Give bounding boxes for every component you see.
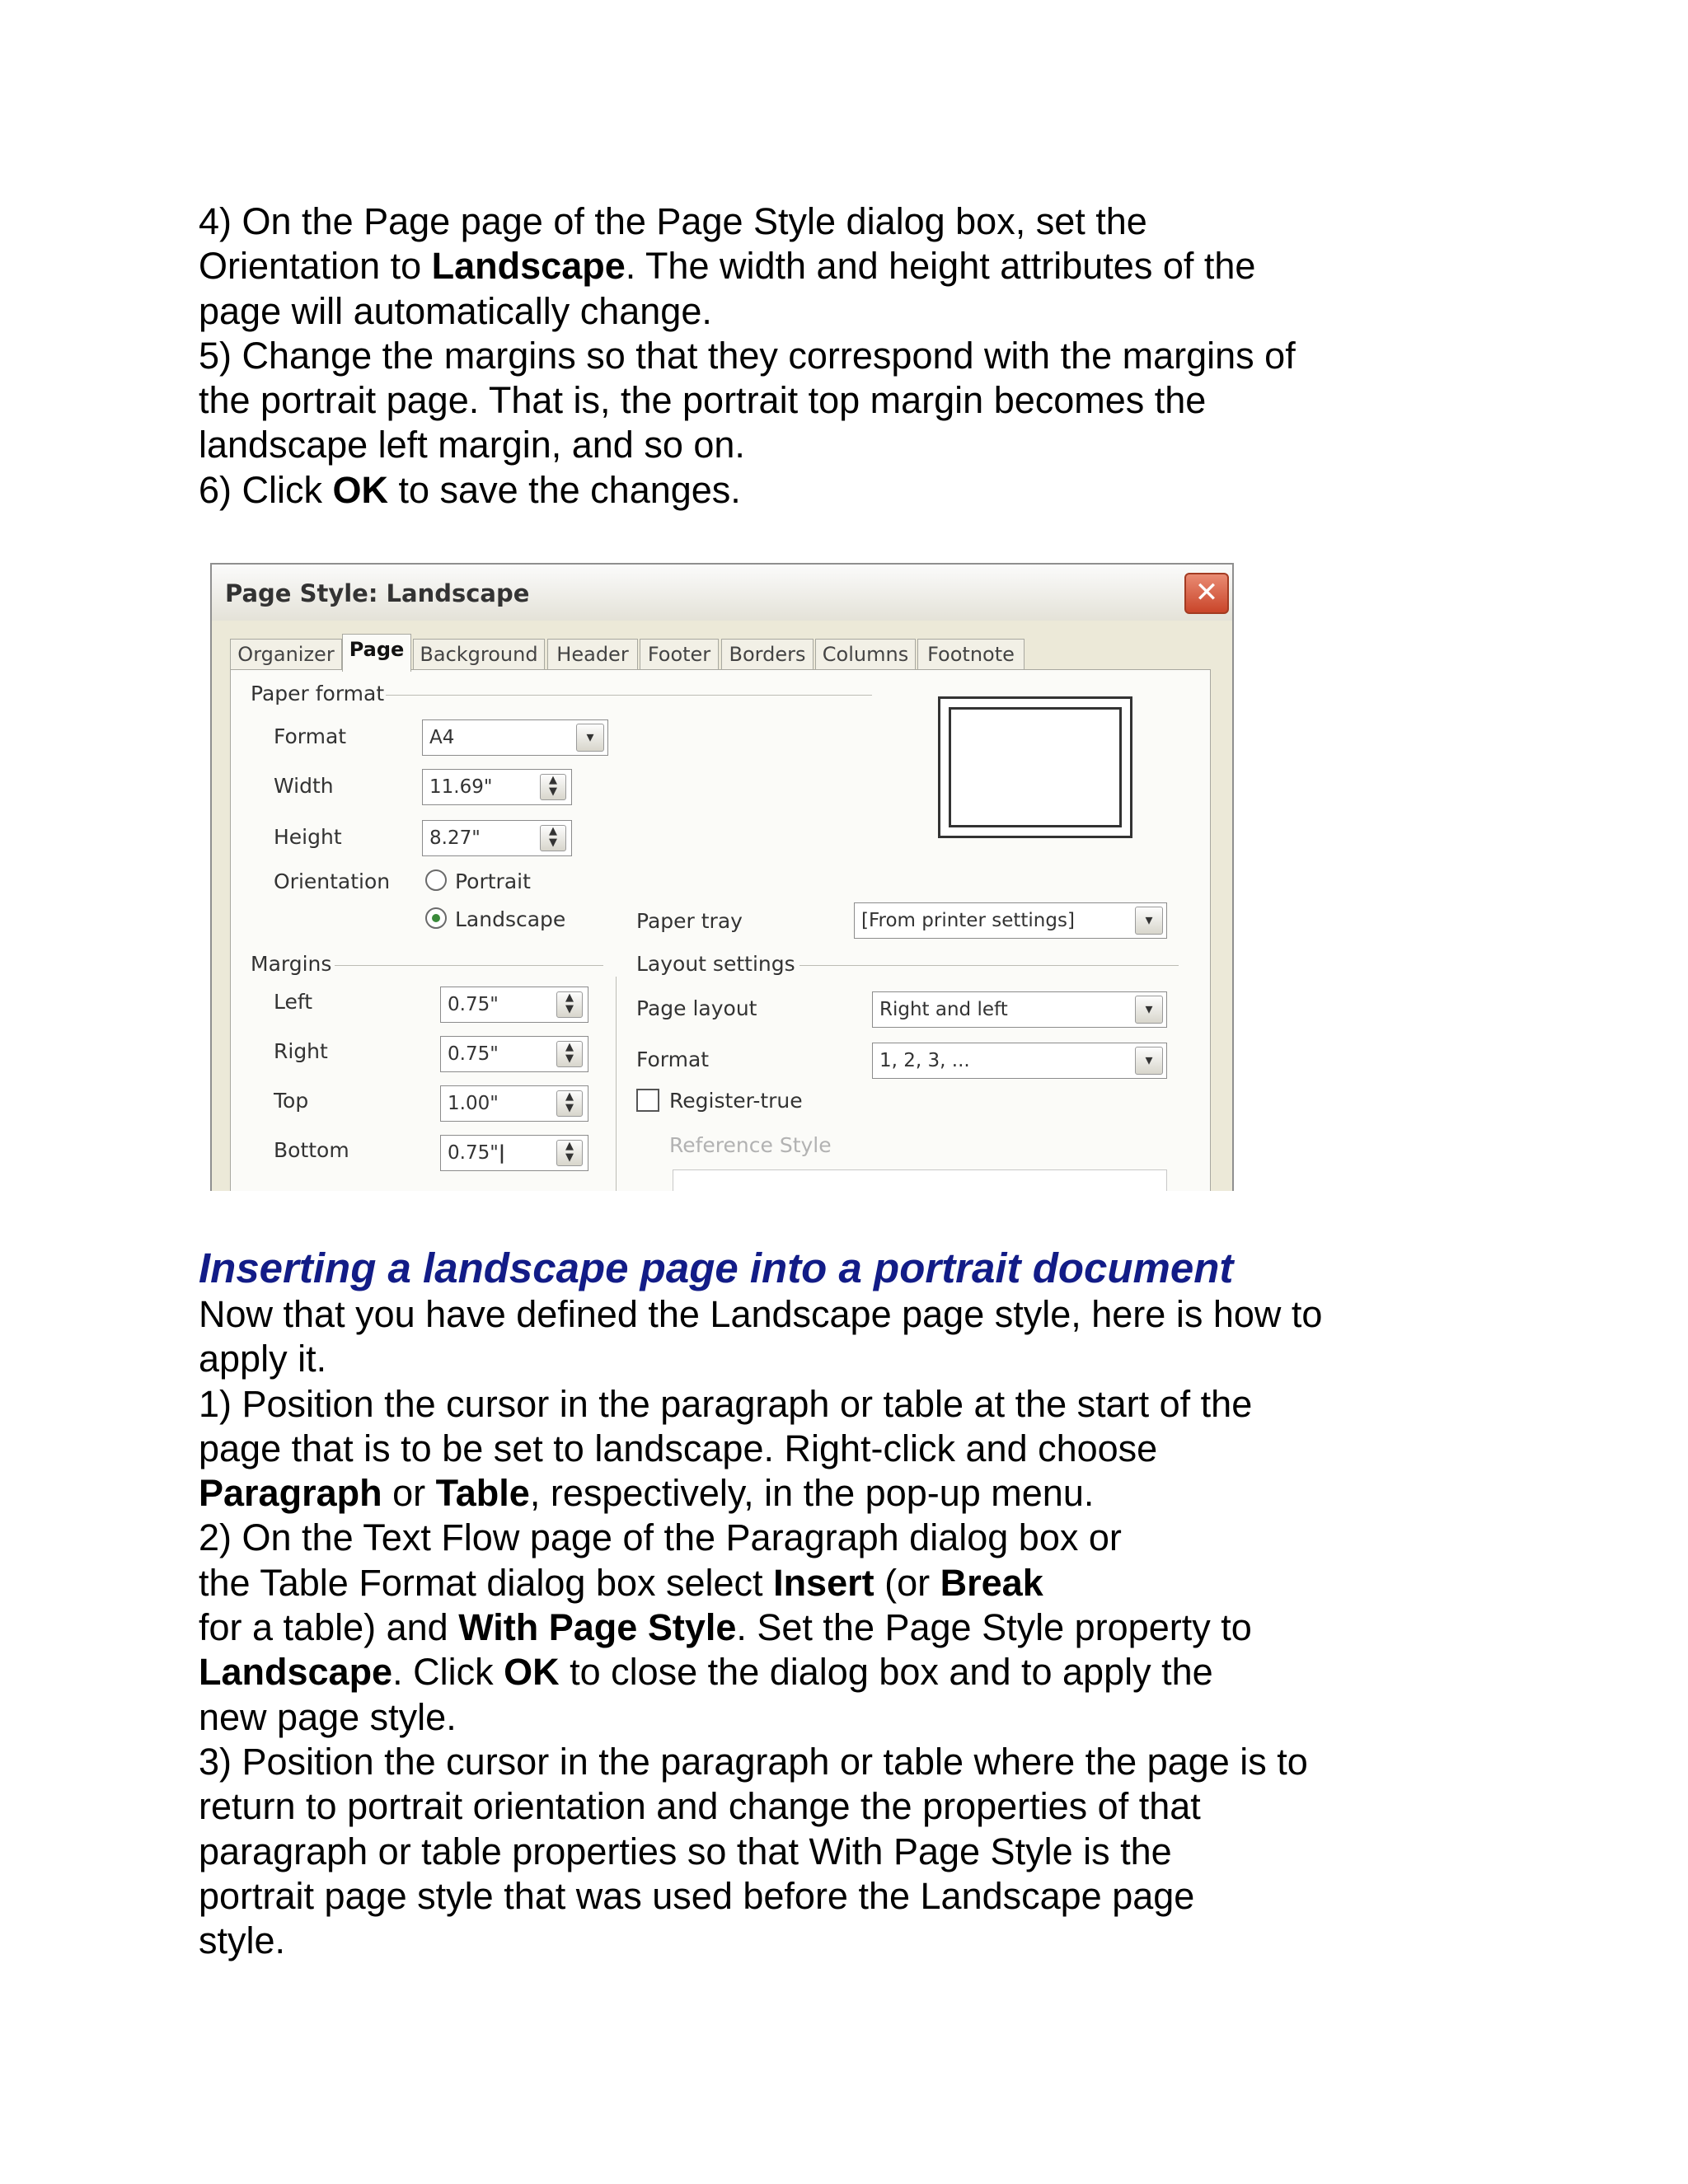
height-value: 8.27"	[429, 827, 481, 849]
page-preview-margins	[949, 707, 1122, 827]
layout-settings-heading: Layout settings	[636, 952, 795, 976]
format-select[interactable]	[422, 719, 608, 756]
spin-arrows-icon[interactable]: ▲ ▼	[556, 1140, 583, 1166]
page-tab-panel	[230, 669, 1211, 1191]
text-run: for a table) and	[199, 1606, 459, 1649]
text-line	[199, 1919, 1435, 1963]
register-true-checkbox[interactable]	[636, 1089, 659, 1112]
text-line	[199, 378, 1435, 423]
width-label: Width	[274, 774, 334, 798]
left-label: Left	[274, 990, 313, 1014]
numbering-format-value: 1, 2, 3, ...	[879, 1050, 970, 1071]
bold-run: OK	[504, 1651, 560, 1694]
text-line	[199, 289, 1435, 334]
landscape-label: Landscape	[455, 907, 566, 931]
text-line	[199, 1695, 1435, 1740]
bold-run: Break	[940, 1561, 1043, 1604]
page-style-dialog	[210, 563, 1234, 1191]
bold-run: Landscape	[199, 1651, 393, 1694]
text-run: portrait page style that was used before the Landscape page	[199, 1874, 1195, 1917]
chevron-down-icon[interactable]: ▾	[576, 724, 604, 752]
bold-run: With Page Style	[458, 1606, 737, 1649]
text-line	[199, 468, 1435, 513]
dialog-titlebar	[212, 565, 1232, 621]
dialog-title: Page Style: Landscape	[225, 579, 530, 607]
page-preview	[938, 696, 1132, 838]
text-run: 4) On the Page page of the Page Style dialog box, set the	[199, 200, 1147, 242]
register-true-label: Register-true	[669, 1089, 803, 1113]
tab-background[interactable]: Background	[413, 639, 545, 670]
numbering-format-select[interactable]	[872, 1043, 1167, 1079]
bold-run: Paragraph	[199, 1472, 382, 1515]
bottom-label: Bottom	[274, 1138, 349, 1162]
tab-page[interactable]: Page	[342, 634, 411, 672]
text-run: the portrait page. That is, the portrait top margin becomes the	[199, 379, 1207, 422]
text-run: apply it.	[199, 1338, 327, 1380]
text-run: . Click	[392, 1651, 504, 1694]
text-run: 3) Position the cursor in the paragraph or table where the page is to	[199, 1740, 1308, 1783]
tab-header[interactable]: Header	[547, 639, 638, 670]
page-layout-label: Page layout	[636, 996, 757, 1020]
text-line	[199, 1292, 1435, 1337]
tab-footnote[interactable]: Footnote	[917, 639, 1025, 670]
text-line	[199, 1471, 1435, 1516]
reference-style-label: Reference Style	[669, 1133, 832, 1157]
text-line	[199, 334, 1435, 378]
orientation-label: Orientation	[274, 869, 391, 893]
bold-run: Landscape	[431, 245, 626, 288]
tab-organizer[interactable]: Organizer	[230, 639, 342, 670]
top-label: Top	[274, 1089, 309, 1113]
close-button[interactable]	[1184, 573, 1229, 614]
portrait-radio[interactable]	[425, 869, 447, 891]
bottom-margin-field[interactable]	[440, 1135, 588, 1171]
format-value: A4	[429, 727, 455, 748]
text-run: . Set the Page Style property to	[736, 1606, 1252, 1649]
text-run: page that is to be set to landscape. Right-click and choose	[199, 1427, 1158, 1469]
text-line	[199, 1784, 1435, 1829]
text-run: 1) Position the cursor in the paragraph or table at the start of the	[199, 1382, 1253, 1425]
portrait-label: Portrait	[455, 869, 531, 893]
width-value: 11.69"	[429, 776, 493, 798]
bold-run: Table	[435, 1472, 530, 1515]
close-icon: ✕	[1194, 576, 1219, 609]
text-line	[199, 1516, 1435, 1560]
text-run: paragraph or table properties so that With Page Style is the	[199, 1830, 1172, 1872]
group-separator	[616, 977, 617, 1191]
spin-arrows-icon[interactable]: ▲ ▼	[556, 991, 583, 1018]
top-margin-value: 1.00"	[448, 1093, 499, 1114]
text-run: to save the changes.	[388, 468, 741, 511]
text-run: 6) Click	[199, 468, 333, 511]
text-line	[199, 1427, 1435, 1471]
layout-settings-divider	[799, 965, 1179, 966]
text-line	[199, 1650, 1435, 1694]
format-label: Format	[274, 724, 347, 748]
text-run: Now that you have defined the Landscape page style, here is how to	[199, 1293, 1323, 1335]
reference-style-select[interactable]	[673, 1169, 1167, 1191]
margins-divider	[335, 965, 603, 966]
bold-run: OK	[332, 468, 389, 511]
bottom-margin-value: 0.75"	[448, 1142, 499, 1164]
text-line	[199, 1830, 1435, 1874]
text-run: or	[382, 1472, 436, 1515]
text-run: to close the dialog box and to apply the	[559, 1651, 1213, 1694]
text-cursor: |	[498, 1142, 506, 1164]
spin-arrows-icon[interactable]: ▲ ▼	[540, 774, 566, 800]
right-label: Right	[274, 1039, 328, 1063]
text-line	[199, 244, 1435, 288]
chevron-down-icon[interactable]: ▾	[1135, 1047, 1163, 1075]
body-paragraphs	[199, 1292, 1435, 1963]
text-line	[199, 199, 1435, 244]
text-line	[199, 1337, 1435, 1381]
left-margin-value: 0.75"	[448, 994, 499, 1015]
text-line	[199, 1605, 1435, 1650]
paper-tray-label: Paper tray	[636, 909, 743, 933]
intro-paragraphs	[199, 199, 1435, 513]
tab-columns[interactable]: Columns	[815, 639, 916, 670]
height-field[interactable]	[422, 820, 572, 856]
spin-arrows-icon[interactable]: ▲ ▼	[540, 825, 566, 851]
paper-format-heading: Paper format	[251, 682, 385, 705]
text-run: return to portrait orientation and change the properties of that	[199, 1785, 1201, 1828]
chevron-down-icon[interactable]: ▾	[1135, 996, 1163, 1024]
height-label: Height	[274, 825, 342, 849]
right-margin-value: 0.75"	[448, 1043, 499, 1065]
spin-arrows-icon[interactable]: ▲ ▼	[556, 1090, 583, 1117]
landscape-radio[interactable]	[425, 907, 447, 929]
text-line	[199, 1382, 1435, 1427]
text-run: new page style.	[199, 1695, 457, 1738]
paper-tray-value: [From printer settings]	[861, 910, 1075, 931]
chevron-down-icon[interactable]: ▾	[1135, 907, 1163, 935]
top-margin-field[interactable]	[440, 1085, 588, 1122]
text-line	[199, 1874, 1435, 1919]
tab-borders[interactable]: Borders	[721, 639, 814, 670]
text-run: Orientation to	[199, 245, 432, 288]
text-run: , respectively, in the pop-up menu.	[529, 1472, 1095, 1515]
spin-arrows-icon[interactable]: ▲ ▼	[556, 1041, 583, 1067]
text-run: . The width and height attributes of the	[625, 245, 1256, 288]
page-layout-value: Right and left	[879, 999, 1008, 1020]
section-heading: Inserting a landscape page into a portrait document	[199, 1244, 1234, 1291]
right-margin-field[interactable]	[440, 1036, 588, 1072]
text-line	[199, 423, 1435, 467]
text-line	[199, 1561, 1435, 1605]
left-margin-field[interactable]	[440, 987, 588, 1023]
paper-tray-select[interactable]	[854, 902, 1167, 939]
text-run: landscape left margin, and so on.	[199, 424, 745, 466]
text-run: the Table Format dialog box select	[199, 1561, 774, 1604]
text-run: style.	[199, 1919, 286, 1962]
text-run: (or	[874, 1561, 940, 1604]
numbering-format-label: Format	[636, 1047, 710, 1071]
text-run: 5) Change the margins so that they correspond with the margins of	[199, 334, 1296, 377]
text-run: page will automatically change.	[199, 289, 712, 332]
width-field[interactable]	[422, 769, 572, 805]
margins-heading: Margins	[251, 952, 332, 976]
page-layout-select[interactable]	[872, 991, 1167, 1028]
bold-run: Insert	[773, 1561, 874, 1604]
text-line	[199, 1740, 1435, 1784]
paper-format-divider	[386, 695, 872, 696]
text-run: 2) On the Text Flow page of the Paragraph dialog box or	[199, 1516, 1122, 1559]
tab-footer[interactable]: Footer	[640, 639, 719, 670]
